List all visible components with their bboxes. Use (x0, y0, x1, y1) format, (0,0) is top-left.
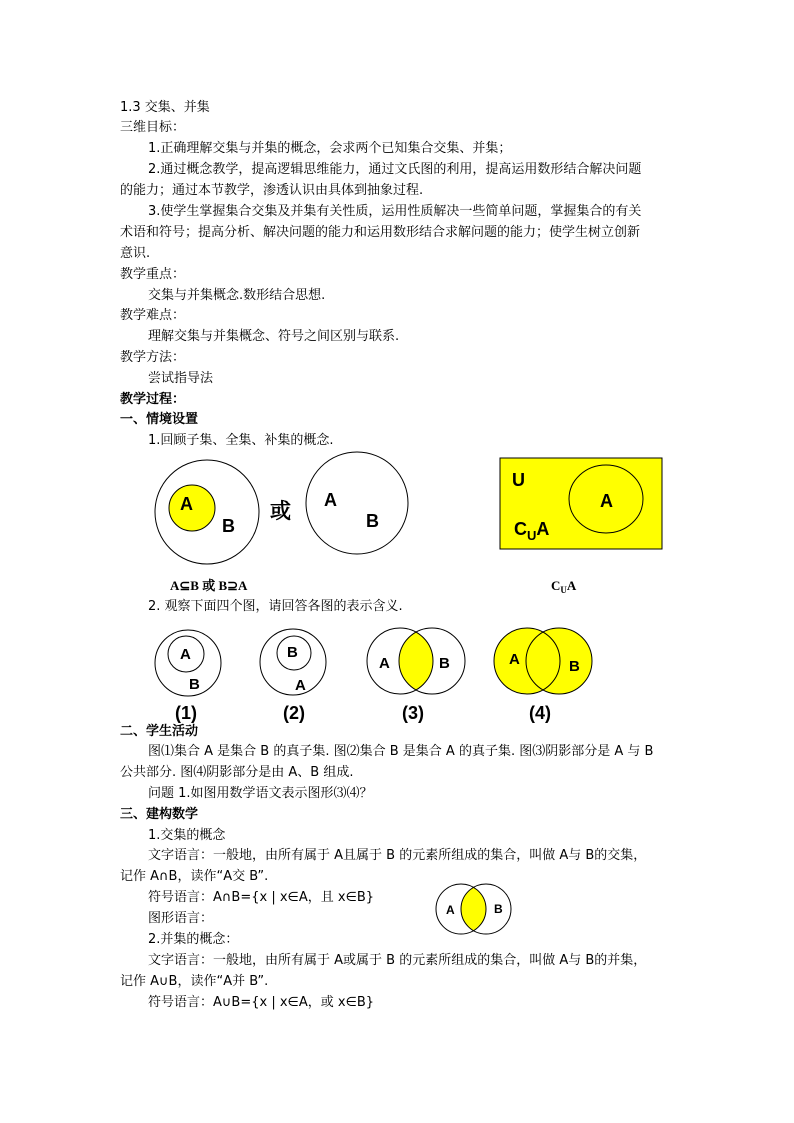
small-label-b: B (494, 902, 503, 916)
difficulties-text: 理解交集与并集概念、符号之间区别与联系. (148, 329, 400, 344)
fig1-number: (1) (175, 703, 197, 723)
fig2-number: (2) (283, 703, 305, 723)
union-symbol: 符号语言：A∪B={x | x∈A，或 x∈B} (148, 995, 375, 1010)
page-title: 1.3 交集、并集 (120, 100, 210, 115)
complement-caption: $C_UA$ (551, 578, 577, 595)
union-text-line-1: 文字语言：一般地，由所有属于 A或属于 B 的元素所组成的集合，叫做 A与 B的并集， (148, 953, 647, 968)
method-text: 尝试指导法 (148, 371, 214, 386)
subset-label-b: B (222, 516, 235, 536)
objective-2-line-1: 2.通过概念教学，提高逻辑思维能力，通过文氏图的利用，提高运用数形结合解决问题 (148, 162, 642, 177)
difficulties-heading: 教学难点： (120, 308, 186, 323)
fig3-number: (3) (402, 703, 424, 723)
complement-label-a: A (600, 491, 613, 511)
fig3-label-b: B (439, 655, 450, 672)
section-1-question-2: 2. 观察下面四个图，请回答各图的表示含义. (148, 599, 403, 614)
key-points-heading: 教学重点： (120, 267, 186, 282)
fig3-label-a: A (379, 655, 390, 672)
fig1-label-b: B (189, 676, 200, 693)
fig2-outer-circle (260, 629, 326, 695)
section-2-line-2: 公共部分. 图⑷阴影部分是由 A、B 组成. (120, 765, 354, 780)
equal-set-label-b: B (366, 511, 379, 531)
objective-1: 1.正确理解交集与并集的概念，会求两个已知集合交集、并集； (148, 141, 512, 156)
intersection-concept-title: 1.交集的概念 (148, 828, 226, 843)
objective-3-line-3: 意识. (120, 246, 151, 261)
objectives-heading: 三维目标： (120, 120, 186, 135)
objective-3-line-1: 3.使学生掌握集合交集及并集有关性质，运用性质解决一些简单问题，掌握集合的有关 (148, 204, 642, 219)
objective-2-line-2: 的能力；通过本节教学，渗透认识由具体到抽象过程. (120, 183, 424, 198)
intersection-symbol: 符号语言：A∩B={x | x∈A，且 x∈B} (148, 890, 375, 905)
section-1-heading: 一、情境设置 (120, 412, 199, 427)
section-1-question-1: 1.回顾子集、全集、补集的概念. (148, 433, 334, 448)
method-heading: 教学方法： (120, 350, 186, 365)
key-points-text: 交集与并集概念.数形结合思想. (148, 288, 326, 303)
union-text-line-2: 记作 A∪B，读作“A并 B”. (120, 974, 269, 989)
complement-label-c: $C_UA$ (514, 519, 550, 543)
objective-3-line-2: 术语和符号；提高分析、解决问题的能力和运用数形结合求解问题的能力；使学生树立创新 (120, 225, 641, 240)
intersection-graph-label: 图形语言： (148, 911, 214, 926)
fig4-number: (4) (529, 703, 551, 723)
union-concept-title: 2.并集的概念： (148, 932, 239, 947)
fig1-outer-circle (155, 630, 221, 696)
equal-set-circle (306, 452, 408, 554)
subset-caption: A⊆B 或 B⊇A (170, 578, 248, 593)
section-3-heading: 三、建构数学 (120, 807, 199, 822)
section-2-line-1: 图⑴集合 A 是集合 B 的真子集. 图⑵集合 B 是集合 A 的真子集. 图⑶阴影部分是 A 与 B (148, 744, 654, 759)
intersection-text-line-2: 记作 A∩B，读作“A交 B”. (120, 869, 269, 884)
section-2-question: 问题 1.如图用数学语文表示图形⑶⑷？ (148, 786, 373, 801)
small-label-a: A (446, 903, 455, 917)
equal-set-label-a: A (324, 490, 337, 510)
subset-label-a: A (180, 494, 193, 514)
fig2-label-a: A (295, 677, 306, 694)
fig4-label-b: B (569, 658, 580, 675)
fig2-label-b: B (287, 644, 298, 661)
process-heading: 教学过程： (120, 392, 186, 407)
section-2-heading: 二、学生活动 (120, 724, 199, 739)
intersection-text-line-1: 文字语言：一般地，由所有属于 A且属于 B 的元素所组成的集合，叫做 A与 B的交集， (148, 848, 647, 863)
fig1-label-a: A (180, 646, 191, 663)
or-label: 或 (270, 499, 291, 523)
fig4-label-a: A (509, 651, 520, 668)
universal-label-u: U (512, 470, 525, 490)
